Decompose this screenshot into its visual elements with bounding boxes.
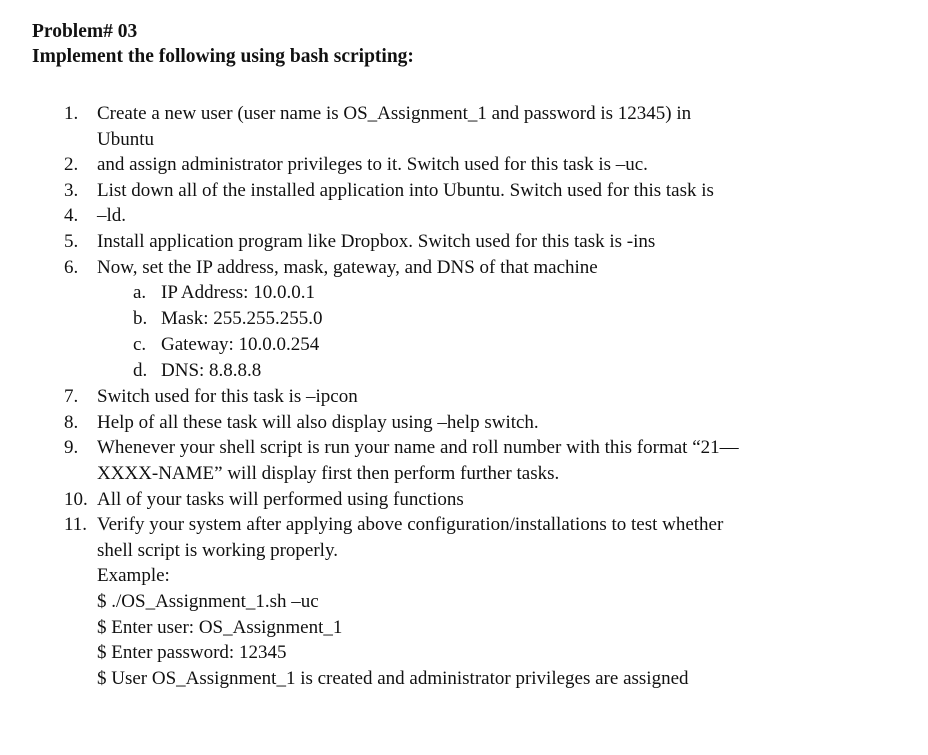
item-number: 10. (64, 488, 88, 510)
problem-title: Problem# 03 (32, 21, 138, 42)
item-text: Mask: 255.255.255.0 (161, 308, 323, 330)
item-text: $ Enter user: OS_Assignment_1 (97, 616, 343, 638)
item-text: and assign administrator privileges to it. Switch used for this task is –uc. (97, 154, 648, 176)
list-item (0, 203, 928, 229)
item-number: d. (133, 360, 148, 382)
item-text: $ Enter password: 12345 (97, 642, 287, 664)
list-item (0, 410, 928, 436)
sub-list-item (0, 358, 928, 384)
list-item (0, 152, 928, 178)
sub-list-item (0, 332, 928, 358)
item-text: DNS: 8.8.8.8 (161, 360, 262, 382)
item-text: Now, set the IP address, mask, gateway, and DNS of that machine (97, 256, 598, 278)
list-item (0, 640, 928, 666)
item-text: All of your tasks will performed using functions (97, 488, 464, 510)
item-number: 3. (64, 179, 79, 201)
list-item (0, 178, 928, 204)
sub-list-item (0, 280, 928, 306)
item-number: c. (133, 334, 147, 356)
item-text: XXXX-NAME” will display first then perform further tasks. (97, 462, 560, 484)
item-text: Whenever your shell script is run your name and roll number with this format “21— (97, 437, 739, 459)
item-text: Create a new user (user name is OS_Assignment_1 and password is 12345) in (97, 103, 692, 124)
sub-list-item (0, 306, 928, 332)
item-number: a. (133, 282, 147, 304)
item-number: 4. (64, 205, 79, 227)
item-number: 7. (64, 386, 79, 408)
list-item (0, 615, 928, 641)
list-item (0, 229, 928, 255)
list-item (0, 255, 928, 281)
list-item (0, 461, 928, 487)
list-item (0, 127, 928, 153)
item-text: Install application program like Dropbox. Switch used for this task is -ins (97, 230, 656, 252)
item-text: –ld. (97, 205, 127, 227)
item-text: Example: (97, 565, 170, 587)
list-item (0, 538, 928, 564)
list-item (0, 435, 928, 461)
item-text: Help of all these task will also display using –help switch. (97, 411, 539, 433)
item-text: $ User OS_Assignment_1 is created and administrator privileges are assigned (97, 667, 689, 689)
item-number: 8. (64, 411, 79, 433)
item-number: 5. (64, 230, 79, 252)
item-text: Verify your system after applying above configuration/installations to test whether (97, 514, 724, 536)
item-text: List down all of the installed application into Ubuntu. Switch used for this task is (97, 179, 714, 201)
task-list (0, 101, 928, 691)
item-text: shell script is working properly. (97, 539, 338, 561)
item-text: $ ./OS_Assignment_1.sh –uc (97, 590, 319, 612)
list-item (0, 101, 928, 127)
item-text: IP Address: 10.0.0.1 (161, 282, 315, 304)
list-item (0, 563, 928, 589)
item-number: b. (133, 308, 148, 330)
item-text: Gateway: 10.0.0.254 (161, 334, 320, 356)
item-number: 9. (64, 437, 79, 459)
item-number: 11. (64, 514, 88, 536)
list-item (0, 512, 928, 538)
list-item (0, 487, 928, 513)
instruction-heading: Implement the following using bash scripting: (32, 46, 414, 67)
item-text: Ubuntu (97, 128, 154, 150)
list-item (0, 589, 928, 615)
item-number: 1. (64, 103, 79, 124)
list-item (0, 384, 928, 410)
item-number: 6. (64, 256, 79, 278)
item-text: Switch used for this task is –ipcon (97, 386, 358, 408)
item-number: 2. (64, 154, 79, 176)
list-item (0, 666, 928, 692)
